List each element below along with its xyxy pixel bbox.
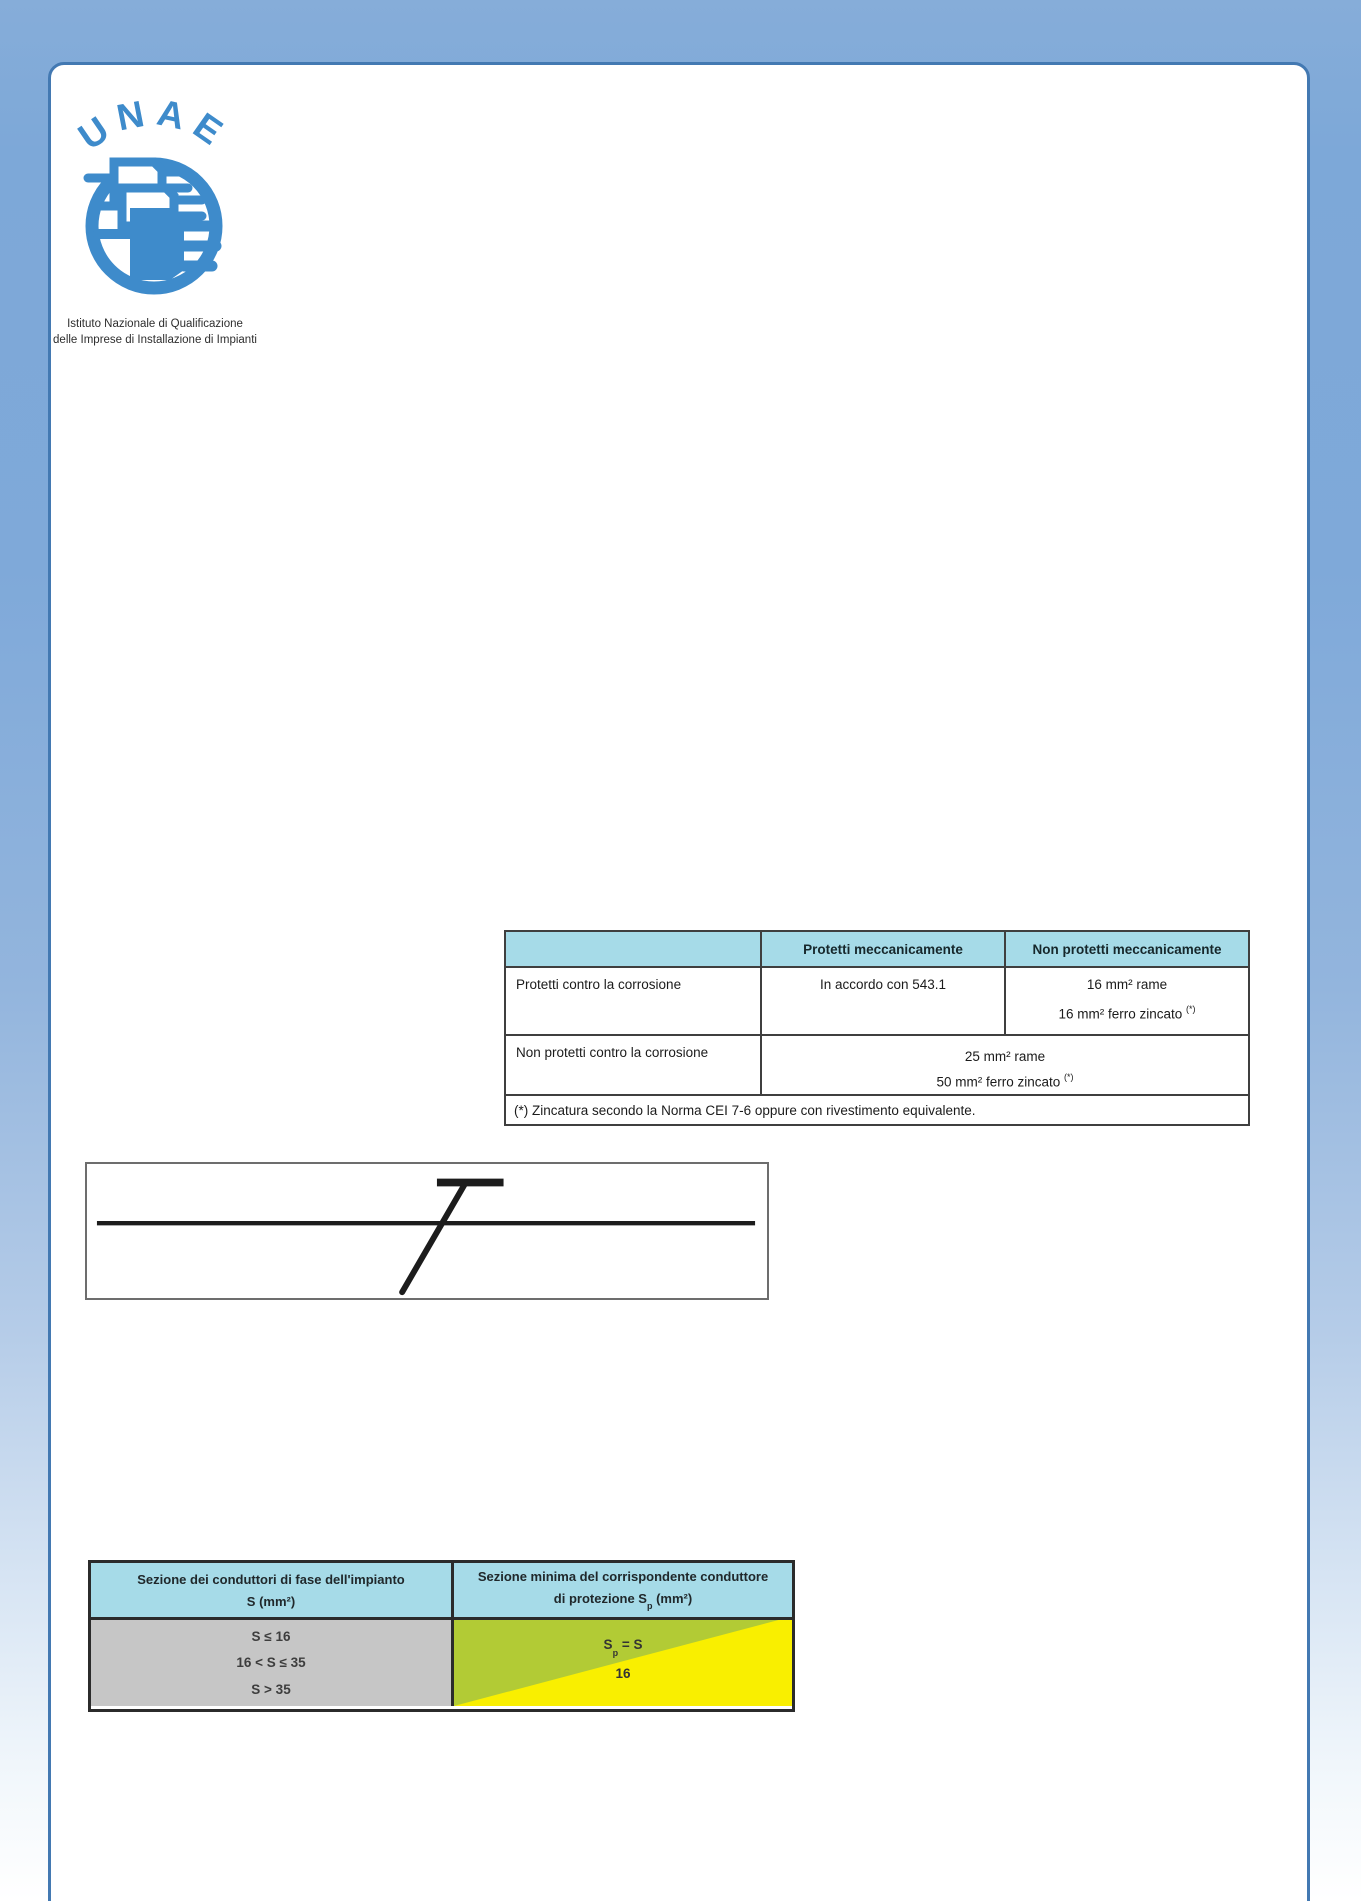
row1-label: Protetti contro la corrosione (505, 967, 761, 1035)
logo-subtitle-line1: Istituto Nazionale di Qualificazione (67, 318, 243, 330)
row1-unprotected-line2: 16 mm² ferro zincato (*) (1058, 1004, 1196, 1022)
header-protected-mech: Protetti meccanicamente (761, 931, 1005, 967)
table-row (505, 1035, 1249, 1095)
protection-value-1: $S_p = S$ (603, 1637, 643, 1658)
table2-header-protection (454, 1563, 792, 1617)
footnote-marker: (*) (1064, 1072, 1074, 1082)
logo-acronym: UNAE (71, 91, 238, 158)
diagonal-split-background (454, 1620, 792, 1706)
table-header-row (505, 931, 1249, 967)
phase-range-row: S > 35 (251, 1682, 291, 1698)
phase-range-row: S ≤ 16 (251, 1628, 291, 1644)
table2-header-row (91, 1563, 792, 1620)
row2-value-line1: 25 mm² rame (964, 1049, 1046, 1064)
header-protection-line1: Sezione minima del corrispondente conduttore (477, 1568, 769, 1584)
header-empty-cell (505, 931, 761, 967)
logo-subtitle (36, 316, 274, 348)
table2-protection-values (454, 1620, 792, 1706)
pe-conductor-symbol-icon (87, 1164, 767, 1298)
row2-label: Non protetti contro la corrosione (505, 1035, 761, 1095)
table-footnote-row (505, 1095, 1249, 1125)
protection-value-2: 16 (615, 1666, 631, 1681)
symbol-slash (402, 1182, 466, 1292)
header-unprotected-mech: Non protetti meccanicamente (1005, 931, 1249, 967)
row2-value (761, 1035, 1249, 1095)
corrosion-protection-table (504, 930, 1248, 1126)
table2-header-phase (91, 1563, 454, 1617)
pe-conductor-figure (85, 1162, 769, 1300)
table2-phase-values (91, 1620, 454, 1706)
row1-unprotected-value (1005, 967, 1249, 1035)
header-phase-line2: S (mm²) (246, 1593, 296, 1609)
conductor-section-table (88, 1560, 795, 1712)
svg-text:UNAE (71, 91, 237, 157)
table-footnote: (*) Zincatura secondo la Norma CEI 7-6 oppure con rivestimento equivalente. (505, 1095, 1249, 1125)
table2-body (91, 1620, 792, 1706)
unae-logo (58, 74, 250, 310)
row1-unprotected-line1: 16 mm² rame (1086, 977, 1168, 992)
phase-range-row: 16 < S ≤ 35 (236, 1655, 306, 1671)
header-phase-line1: Sezione dei conduttori di fase dell'impianto (137, 1571, 405, 1587)
row2-value-line2: 50 mm² ferro zincato (*) (936, 1072, 1074, 1090)
footnote-marker: (*) (1186, 1004, 1196, 1014)
header-protection-line2: di protezione $S_p$ (mm²) (553, 1590, 693, 1612)
row1-protected-value: In accordo con 543.1 (761, 967, 1005, 1035)
logo-subtitle-line2: delle Imprese di Installazione di Impianti (53, 334, 257, 346)
table-row (505, 967, 1249, 1035)
